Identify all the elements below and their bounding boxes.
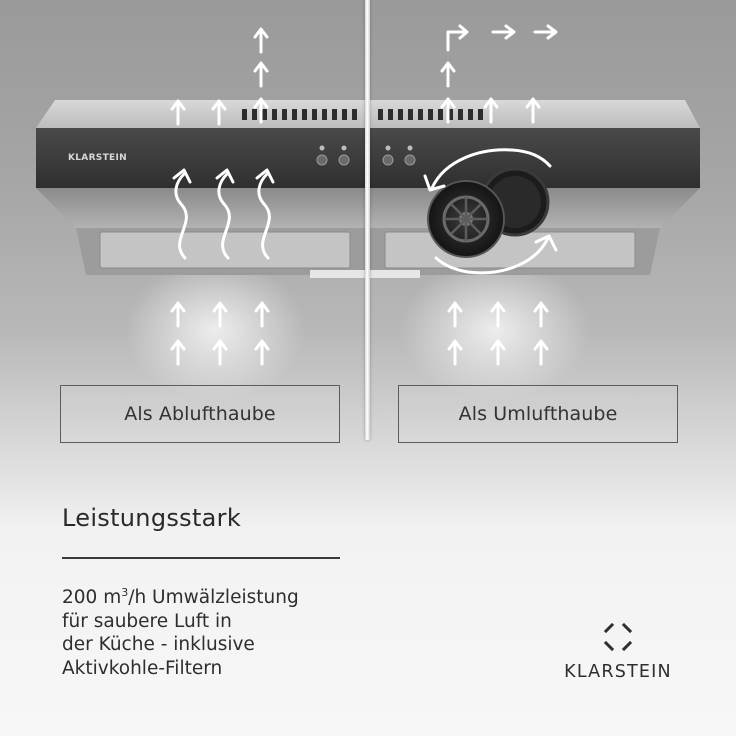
- feature-description: [62, 586, 362, 680]
- feature-line-1-superscript: 3: [121, 586, 129, 599]
- feature-line-4: Aktivkohle-Filtern: [62, 657, 223, 679]
- hood-brand-label: KLARSTEIN: [68, 153, 127, 163]
- feature-line-1: [62, 586, 362, 610]
- grease-filter-right: [385, 232, 635, 268]
- feature-line-1-prefix: 200 m: [62, 587, 122, 608]
- feature-line-2: für saubere Luft in: [62, 610, 232, 632]
- mode-label-ducted: Als Ablufthaube: [124, 403, 276, 425]
- mode-label-recirculation: Als Umlufthaube: [458, 403, 618, 425]
- brand-wordmark: KLARSTEIN: [564, 662, 672, 682]
- brand-logo: [553, 622, 683, 682]
- mode-divider: [365, 0, 370, 440]
- feature-line-3: der Küche - inklusive: [62, 634, 255, 655]
- mode-box-recirculation: [398, 385, 678, 443]
- headline-underline: [62, 557, 340, 559]
- feature-headline: Leistungsstark: [62, 504, 242, 532]
- klarstein-logo-icon: [603, 622, 633, 652]
- steam-right: [400, 260, 590, 400]
- feature-line-1-suffix: /h Umwälzleistung: [128, 587, 299, 608]
- steam-left: [125, 260, 305, 400]
- mode-box-ducted: [60, 385, 340, 443]
